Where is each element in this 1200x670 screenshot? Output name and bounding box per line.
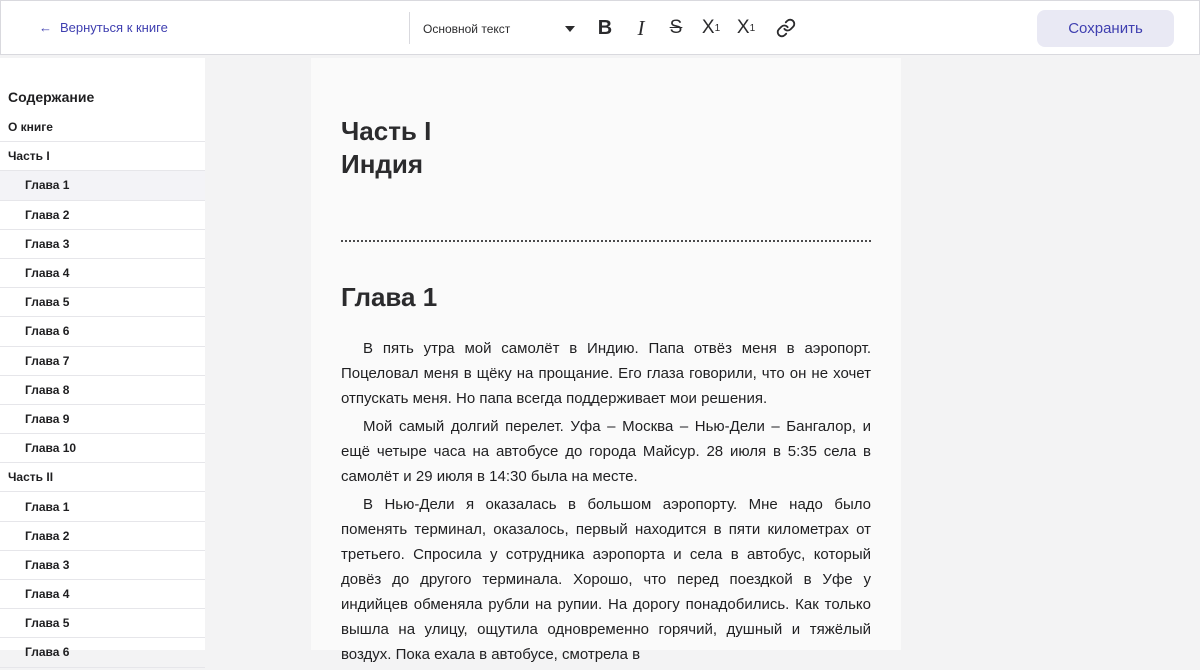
caret-down-icon bbox=[565, 26, 575, 32]
toc-list bbox=[0, 113, 205, 668]
toc-chapter-item[interactable]: Глава 7 bbox=[0, 347, 205, 376]
text-style-value: Основной текст bbox=[423, 22, 511, 36]
toc-chapter-item[interactable]: Глава 1 bbox=[0, 492, 205, 521]
part-heading[interactable] bbox=[341, 115, 431, 181]
text-style-select[interactable] bbox=[423, 20, 578, 38]
toc-chapter-item[interactable]: Глава 2 bbox=[0, 522, 205, 551]
toc-chapter-item[interactable]: Глава 9 bbox=[0, 405, 205, 434]
toc-chapter-item[interactable]: Глава 4 bbox=[0, 580, 205, 609]
chapter-heading[interactable]: Глава 1 bbox=[341, 282, 438, 312]
subscript-button[interactable] bbox=[698, 15, 724, 41]
superscript-button[interactable] bbox=[733, 15, 759, 41]
toc-part-item[interactable]: О книге bbox=[0, 113, 205, 142]
back-link-label: Вернуться к книге bbox=[60, 20, 168, 35]
toc-chapter-item[interactable]: Глава 6 bbox=[0, 638, 205, 667]
bold-button[interactable]: B bbox=[597, 16, 613, 39]
insert-link-button[interactable] bbox=[773, 15, 799, 41]
toc-part-item[interactable]: Часть I bbox=[0, 142, 205, 171]
toc-chapter-item[interactable]: Глава 1 bbox=[0, 171, 205, 200]
toolbar-divider bbox=[409, 12, 410, 44]
superscript-mark: 1 bbox=[749, 22, 756, 34]
body-paragraph[interactable]: Мой самый долгий перелет. Уфа – Москва – Нью-Дели – Бангалор, и ещё четыре часа на автобусе до города Майсур. 28 июля в 5:35 села в самолёт и 29 июля в 14:30 была на месте. bbox=[341, 418, 871, 485]
body-paragraph[interactable]: В Нью-Дели я оказалась в большом аэропорту. Мне надо было поменять терминал, оказалось, первый находится в пяти километрах от третьего. Спросила у сотрудника аэропорта и села в автобус, который довёз до другого терминала. Хорошо, что перед поездкой в Уфе у индийцев обменяла рубли на рупии. На дорогу понадобились. Как только вышла на улицу, ощутила одновременно горячий, душный и тяжёлый воздух. Пока ехала в автобусе, смотрела в bbox=[341, 496, 871, 663]
body-paragraph[interactable]: В пять утра мой самолёт в Индию. Папа отвёз меня в аэропорт. Поцеловал меня в щёку на прощание. Его глаза говорили, что он не хочет отпускать меня. Но папа всегда поддерживает мои решения. bbox=[341, 340, 871, 407]
strikethrough-button[interactable]: S bbox=[669, 17, 683, 38]
toc-part-item[interactable]: Часть II bbox=[0, 463, 205, 492]
toc-chapter-item[interactable]: Глава 10 bbox=[0, 434, 205, 463]
subscript-base: X bbox=[701, 17, 715, 38]
section-separator bbox=[341, 240, 871, 242]
toc-chapter-item[interactable]: Глава 5 bbox=[0, 288, 205, 317]
toc-title: Содержание bbox=[8, 89, 95, 105]
back-to-book-link[interactable] bbox=[39, 20, 168, 35]
part-heading-line1: Часть I bbox=[341, 116, 432, 146]
toc-chapter-item[interactable]: Глава 8 bbox=[0, 376, 205, 405]
chapter-body[interactable] bbox=[341, 336, 871, 670]
toc-sidebar bbox=[0, 58, 205, 660]
save-button[interactable]: Сохранить bbox=[1037, 10, 1174, 47]
toc-chapter-item[interactable]: Глава 5 bbox=[0, 609, 205, 638]
part-heading-line2: Индия bbox=[341, 149, 424, 179]
toc-chapter-item[interactable]: Глава 6 bbox=[0, 317, 205, 346]
arrow-left-icon: ← bbox=[39, 20, 52, 35]
italic-button[interactable]: I bbox=[637, 15, 645, 40]
toc-chapter-item[interactable]: Глава 2 bbox=[0, 201, 205, 230]
link-icon bbox=[776, 18, 796, 38]
toc-chapter-item[interactable]: Глава 3 bbox=[0, 230, 205, 259]
subscript-mark: 1 bbox=[714, 22, 721, 34]
toc-chapter-item[interactable]: Глава 4 bbox=[0, 259, 205, 288]
superscript-base: X bbox=[736, 17, 750, 38]
editor-toolbar bbox=[0, 0, 1200, 55]
toc-chapter-item[interactable]: Глава 3 bbox=[0, 551, 205, 580]
document-page[interactable] bbox=[311, 58, 901, 663]
